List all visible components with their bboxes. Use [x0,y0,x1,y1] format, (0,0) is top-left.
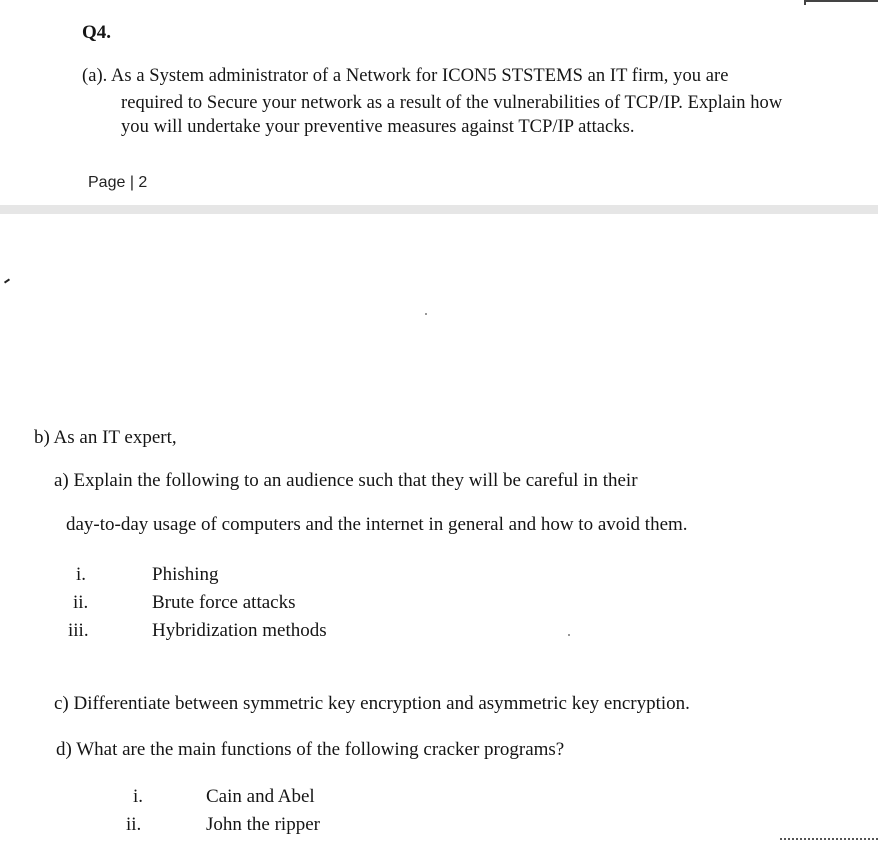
part-b-a-line-2: day-to-day usage of computers and the internet in general and how to avoid them. [66,514,688,535]
list-numeral: ii. [73,592,89,613]
list-item-cain-and-abel: Cain and Abel [206,786,315,807]
list-numeral: iii. [68,620,89,641]
part-b-a-line-1: a) Explain the following to an audience such that they will be careful in their [54,470,638,491]
question-title: Q4. [82,22,112,43]
list-item-brute-force: Brute force attacks [152,592,296,613]
part-a-line-3: you will undertake your preventive measures against TCP/IP attacks. [121,117,635,137]
list-numeral: ii. [126,814,142,835]
list-item-hybridization: Hybridization methods [152,620,327,641]
part-c-question: c) Differentiate between symmetric key encryption and asymmetric key encryption. [54,693,690,714]
part-d-question: d) What are the main functions of the following cracker programs? [56,739,565,760]
part-a-line-1: (a). As a System administrator of a Network for ICON5 STSTEMS an IT firm, you are [82,66,729,86]
page-break-gap [0,205,878,214]
list-numeral: i. [133,786,144,807]
cut-off-text-fragment [780,838,878,844]
list-item-phishing: Phishing [152,564,219,585]
part-b-heading: b) As an IT expert, [34,427,177,448]
corner-scan-mark [804,0,878,5]
list-numeral: i. [76,564,87,585]
scan-speck [425,313,427,315]
part-a-line-2: required to Secure your network as a result of the vulnerabilities of TCP/IP. Explain how [121,93,783,113]
list-item-john-the-ripper: John the ripper [206,814,320,835]
scan-speck [568,634,570,636]
page-number-footer: Page | 2 [88,174,148,191]
